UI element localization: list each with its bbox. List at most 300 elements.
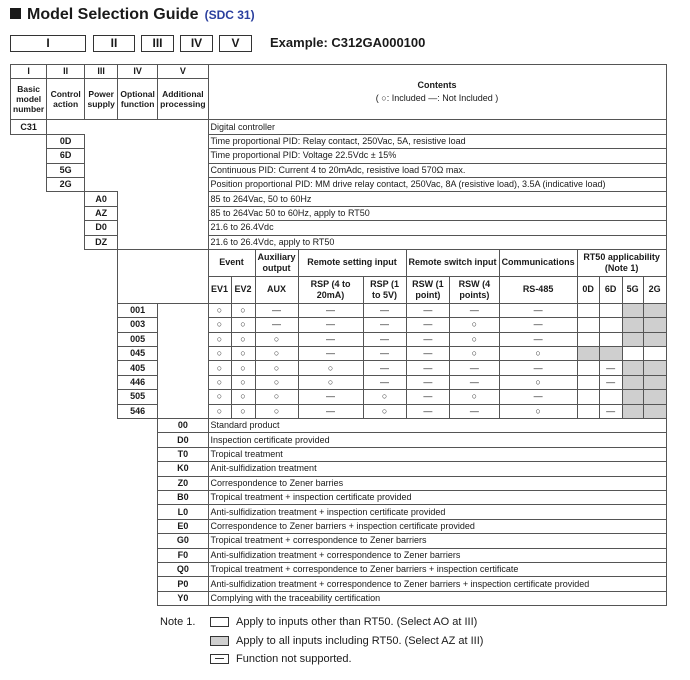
empty-cell (11, 534, 47, 548)
empty-cell (47, 548, 85, 562)
control-desc: Position proportional PID: MM drive relay contact, 250Vac, 8A (resistive load), 3.5A (indicative load) (208, 177, 666, 191)
power-desc: 85 to 264Vac, 50 to 60Hz (208, 192, 666, 206)
processing-code: G0 (158, 534, 208, 548)
option-cell: — (298, 404, 363, 418)
empty-cell (118, 419, 158, 433)
option-cell: ○ (231, 404, 255, 418)
empty-cell (11, 347, 47, 361)
empty-cell (47, 591, 85, 605)
option-cell: — (406, 318, 450, 332)
empty-cell (118, 447, 158, 461)
empty-cell (11, 419, 47, 433)
empty-cell (118, 149, 158, 163)
empty-cell (85, 249, 118, 276)
option-cell: ○ (255, 375, 298, 389)
empty-cell (85, 390, 118, 404)
empty-cell (85, 303, 118, 317)
col-name-basic: Basic model number (11, 79, 47, 120)
option-cell: — (499, 303, 577, 317)
power-supply-row (11, 235, 667, 249)
empty-cell (85, 591, 118, 605)
option-code: 446 (118, 375, 158, 389)
option-sub-header: 2G (643, 276, 666, 303)
processing-row (11, 548, 667, 562)
empty-cell (118, 177, 158, 191)
empty-cell (11, 177, 47, 191)
option-cell: ○ (255, 347, 298, 361)
empty-cell (11, 591, 47, 605)
event-header: Event (208, 249, 255, 276)
processing-code: P0 (158, 577, 208, 591)
empty-cell (11, 505, 47, 519)
empty-cell (47, 390, 85, 404)
empty-cell (47, 221, 85, 235)
option-cell: — (499, 318, 577, 332)
option-cell: ○ (231, 390, 255, 404)
option-cell: — (499, 390, 577, 404)
empty-cell (85, 276, 118, 303)
empty-cell (118, 577, 158, 591)
control-code: 6D (47, 149, 85, 163)
empty-cell (158, 347, 208, 361)
empty-cell (118, 534, 158, 548)
option-sub-header: RS-485 (499, 276, 577, 303)
option-cell: ○ (255, 390, 298, 404)
option-cell: — (363, 347, 406, 361)
control-desc: Continuous PID: Current 4 to 20mAdc, resistive load 570Ω max. (208, 163, 666, 177)
rt50-cell (643, 390, 666, 404)
empty-cell (85, 134, 118, 148)
processing-code: Q0 (158, 562, 208, 576)
option-cell: ○ (363, 390, 406, 404)
control-code: 5G (47, 163, 85, 177)
processing-code: E0 (158, 519, 208, 533)
empty-cell (85, 404, 118, 418)
rt50-cell: — (599, 361, 622, 375)
empty-cell (118, 163, 158, 177)
option-code: 001 (118, 303, 158, 317)
empty-cell (11, 462, 47, 476)
empty-cell (118, 505, 158, 519)
empty-cell (118, 134, 158, 148)
option-row (11, 332, 667, 346)
power-code: AZ (85, 206, 118, 220)
processing-desc: Correspondence to Zener barries (208, 476, 666, 490)
empty-cell (85, 519, 118, 533)
option-cell: ○ (208, 404, 231, 418)
col-numeral: IV (118, 65, 158, 79)
option-cell: — (406, 361, 450, 375)
empty-cell (11, 548, 47, 562)
processing-desc: Anti-sulfidization treatment + inspection certificate provided (208, 505, 666, 519)
empty-cell (118, 433, 158, 447)
option-cell: — (298, 303, 363, 317)
option-cell: ○ (450, 390, 499, 404)
empty-cell (11, 249, 47, 276)
processing-code: T0 (158, 447, 208, 461)
empty-cell (11, 276, 47, 303)
empty-cell (47, 318, 85, 332)
power-desc: 85 to 264Vac 50 to 60Hz, apply to RT50 (208, 206, 666, 220)
empty-cell (118, 591, 158, 605)
rt50-cell (622, 375, 643, 389)
option-row (11, 375, 667, 389)
processing-row (11, 419, 667, 433)
option-cell: ○ (208, 318, 231, 332)
empty-cell (47, 303, 85, 317)
option-sub-header: RSW (4 points) (450, 276, 499, 303)
power-code: DZ (85, 235, 118, 249)
empty-cell (118, 562, 158, 576)
empty-cell (85, 505, 118, 519)
col-numeral: II (47, 65, 85, 79)
empty-cell (47, 235, 85, 249)
contents-header (208, 65, 666, 120)
empty-cell (47, 375, 85, 389)
col-name-control: Control action (47, 79, 85, 120)
option-cell: ○ (208, 332, 231, 346)
empty-cell (11, 332, 47, 346)
remote-switch-header: Remote switch input (406, 249, 499, 276)
empty-cell (118, 206, 158, 220)
empty-cell (85, 318, 118, 332)
option-cell: ○ (450, 318, 499, 332)
example-code: Example: C312GA000100 (270, 35, 426, 50)
empty-cell (85, 375, 118, 389)
power-code: A0 (85, 192, 118, 206)
empty-cell (158, 206, 208, 220)
empty-cell (158, 149, 208, 163)
control-action-row (11, 134, 667, 148)
option-cell: — (363, 332, 406, 346)
empty-cell (85, 433, 118, 447)
rt50-cell (577, 318, 599, 332)
power-code: D0 (85, 221, 118, 235)
col-name-additional: Additional processing (158, 79, 208, 120)
option-cell: — (363, 361, 406, 375)
processing-desc: Anit-sulfidization treatment (208, 462, 666, 476)
option-cell: ○ (208, 375, 231, 389)
empty-cell (85, 548, 118, 562)
rt50-cell (622, 303, 643, 317)
empty-cell (11, 192, 47, 206)
empty-cell (11, 404, 47, 418)
option-cell: ○ (363, 404, 406, 418)
contents-title: Contents (417, 80, 457, 91)
rt50-cell (577, 390, 599, 404)
empty-cell (47, 519, 85, 533)
processing-desc: Tropical treatment (208, 447, 666, 461)
empty-cell (47, 505, 85, 519)
empty-cell (47, 276, 85, 303)
col-name-power: Power supply (85, 79, 118, 120)
empty-cell (118, 462, 158, 476)
option-cell: — (450, 361, 499, 375)
empty-cell (158, 235, 208, 249)
processing-row (11, 505, 667, 519)
option-cell: — (450, 404, 499, 418)
option-code: 546 (118, 404, 158, 418)
rt50-cell (577, 404, 599, 418)
empty-cell (47, 192, 85, 206)
rt50-cell (622, 332, 643, 346)
empty-cell (85, 577, 118, 591)
option-cell: ○ (255, 361, 298, 375)
empty-cell (158, 375, 208, 389)
option-sub-header: 6D (599, 276, 622, 303)
rt50-cell: — (599, 404, 622, 418)
empty-cell (158, 361, 208, 375)
empty-cell (118, 476, 158, 490)
rt50-cell (577, 375, 599, 389)
control-action-row (11, 177, 667, 191)
option-code: 405 (118, 361, 158, 375)
processing-desc: Anti-sulfidization treatment + correspondence to Zener barriers + inspection certificate provided (208, 577, 666, 591)
option-group-header-row (11, 249, 667, 276)
control-desc: Time proportional PID: Relay contact, 250Vac, 5A, resistive load (208, 134, 666, 148)
control-desc: Time proportional PID: Voltage 22.5Vdc ± 15% (208, 149, 666, 163)
empty-cell (47, 476, 85, 490)
empty-cell (85, 163, 118, 177)
option-sub-header: RSW (1 point) (406, 276, 450, 303)
empty-cell (11, 303, 47, 317)
empty-cell (11, 490, 47, 504)
empty-cell (118, 221, 158, 235)
control-action-row (11, 149, 667, 163)
power-supply-row (11, 192, 667, 206)
empty-cell (11, 390, 47, 404)
comm-header: Communications (499, 249, 577, 276)
option-cell: ○ (450, 347, 499, 361)
contents-legend: ( ○: Included —: Not Included ) (375, 93, 499, 104)
rt50-cell (622, 390, 643, 404)
option-sub-header: EV1 (208, 276, 231, 303)
option-code: 003 (118, 318, 158, 332)
processing-row (11, 519, 667, 533)
empty-cell (11, 519, 47, 533)
option-cell: — (298, 347, 363, 361)
option-code: 045 (118, 347, 158, 361)
gray-box-icon (210, 636, 229, 646)
empty-cell (85, 447, 118, 461)
rt50-cell (643, 404, 666, 418)
option-cell: — (499, 361, 577, 375)
code-box-3: III (141, 35, 174, 52)
option-cell: ○ (231, 375, 255, 389)
option-cell: — (450, 375, 499, 389)
empty-cell (47, 433, 85, 447)
processing-code: 00 (158, 419, 208, 433)
processing-code: F0 (158, 548, 208, 562)
option-row (11, 390, 667, 404)
power-desc: 21.6 to 26.4Vdc, apply to RT50 (208, 235, 666, 249)
processing-row (11, 562, 667, 576)
col-numeral: V (158, 65, 208, 79)
processing-desc: Inspection certificate provided (208, 433, 666, 447)
option-sub-header: RSP (1 to 5V) (363, 276, 406, 303)
power-supply-row (11, 206, 667, 220)
header-numerals-row (11, 65, 667, 79)
option-sub-header: EV2 (231, 276, 255, 303)
empty-cell (158, 134, 208, 148)
empty-cell (11, 163, 47, 177)
empty-cell (85, 562, 118, 576)
empty-cell (158, 221, 208, 235)
code-box-2: II (93, 35, 135, 52)
empty-cell (85, 490, 118, 504)
option-sub-header: AUX (255, 276, 298, 303)
processing-row (11, 490, 667, 504)
option-sub-header-row (11, 276, 667, 303)
option-cell: ○ (255, 404, 298, 418)
empty-cell (85, 177, 118, 191)
processing-code: K0 (158, 462, 208, 476)
remote-setting-header: Remote setting input (298, 249, 406, 276)
empty-cell (11, 476, 47, 490)
control-code: 2G (47, 177, 85, 191)
col-name-optional: Optional function (118, 79, 158, 120)
empty-cell (11, 206, 47, 220)
white-box-icon (210, 617, 229, 627)
option-cell: ○ (499, 347, 577, 361)
empty-cell (47, 562, 85, 576)
empty-cell (118, 192, 158, 206)
empty-cell (47, 577, 85, 591)
option-cell: — (499, 332, 577, 346)
option-cell: ○ (231, 332, 255, 346)
control-action-row (11, 163, 667, 177)
option-row (11, 347, 667, 361)
option-cell: — (255, 303, 298, 317)
rt50-cell (622, 361, 643, 375)
option-cell: ○ (499, 404, 577, 418)
option-cell: ○ (208, 361, 231, 375)
processing-row (11, 433, 667, 447)
basic-code: C31 (11, 120, 47, 134)
empty-cell (158, 390, 208, 404)
rt50-cell (577, 347, 599, 361)
processing-code: L0 (158, 505, 208, 519)
empty-cell (85, 361, 118, 375)
processing-desc: Standard product (208, 419, 666, 433)
rt50-cell (643, 347, 666, 361)
empty-cell (11, 577, 47, 591)
option-cell: ○ (298, 375, 363, 389)
page-title (10, 6, 255, 24)
option-cell: ○ (208, 390, 231, 404)
processing-row (11, 476, 667, 490)
processing-code: Y0 (158, 591, 208, 605)
option-row (11, 318, 667, 332)
option-cell: — (406, 303, 450, 317)
empty-cell (47, 332, 85, 346)
option-cell: — (406, 332, 450, 346)
processing-code: D0 (158, 433, 208, 447)
empty-cell (118, 490, 158, 504)
option-cell: — (298, 390, 363, 404)
rt50-cell (622, 318, 643, 332)
empty-cell (85, 332, 118, 346)
option-cell: — (298, 318, 363, 332)
empty-cell (11, 235, 47, 249)
processing-code: Z0 (158, 476, 208, 490)
option-cell: ○ (231, 303, 255, 317)
rt50-cell (599, 332, 622, 346)
basic-model-row (11, 120, 667, 134)
option-cell: — (363, 375, 406, 389)
empty-cell (47, 490, 85, 504)
empty-cell (158, 177, 208, 191)
option-cell: — (406, 390, 450, 404)
option-cell: ○ (499, 375, 577, 389)
processing-desc: Anti-sulfidization treatment + correspondence to Zener barriers (208, 548, 666, 562)
col-numeral: III (85, 65, 118, 79)
title-subtitle: (SDC 31) (204, 8, 255, 22)
option-row (11, 303, 667, 317)
option-cell: — (406, 375, 450, 389)
basic-desc: Digital controller (208, 120, 666, 134)
empty-cell (47, 534, 85, 548)
rt50-header: RT50 applicability (Note 1) (577, 249, 666, 276)
rt50-cell (622, 347, 643, 361)
empty-cell (118, 519, 158, 533)
rt50-cell (599, 303, 622, 317)
rt50-cell (622, 404, 643, 418)
rt50-cell (577, 303, 599, 317)
code-box-1: I (10, 35, 86, 52)
empty-cell (11, 134, 47, 148)
processing-row (11, 447, 667, 461)
option-row (11, 404, 667, 418)
empty-cell (118, 548, 158, 562)
rt50-cell (643, 318, 666, 332)
col-numeral: I (11, 65, 47, 79)
option-cell: ○ (450, 332, 499, 346)
dash-box-icon (210, 654, 229, 664)
note-gray: Apply to all inputs including RT50. (Select AZ at III) (236, 635, 484, 647)
processing-row (11, 534, 667, 548)
option-cell: — (406, 347, 450, 361)
option-cell: ○ (255, 332, 298, 346)
empty-cell (85, 149, 118, 163)
rt50-cell (577, 361, 599, 375)
option-header-blank (118, 249, 208, 303)
rt50-cell: — (599, 375, 622, 389)
processing-desc: Correspondence to Zener barriers + inspection certificate provided (208, 519, 666, 533)
processing-code: B0 (158, 490, 208, 504)
model-selection-table (10, 64, 667, 606)
option-cell: — (298, 332, 363, 346)
note-dash: Function not supported. (236, 653, 352, 665)
rt50-cell (599, 390, 622, 404)
empty-cell (47, 347, 85, 361)
option-cell: — (255, 318, 298, 332)
empty-cell (158, 192, 208, 206)
processing-desc: Complying with the traceability certification (208, 591, 666, 605)
empty-cell (47, 404, 85, 418)
control-code: 0D (47, 134, 85, 148)
option-cell: — (450, 303, 499, 317)
option-sub-header: 0D (577, 276, 599, 303)
note-white: Apply to inputs other than RT50. (Select AO at III) (236, 616, 478, 628)
aux-header: Auxiliary output (255, 249, 298, 276)
option-cell: ○ (298, 361, 363, 375)
empty-cell (11, 447, 47, 461)
option-cell: ○ (208, 303, 231, 317)
processing-row (11, 577, 667, 591)
processing-row (11, 462, 667, 476)
option-row (11, 361, 667, 375)
